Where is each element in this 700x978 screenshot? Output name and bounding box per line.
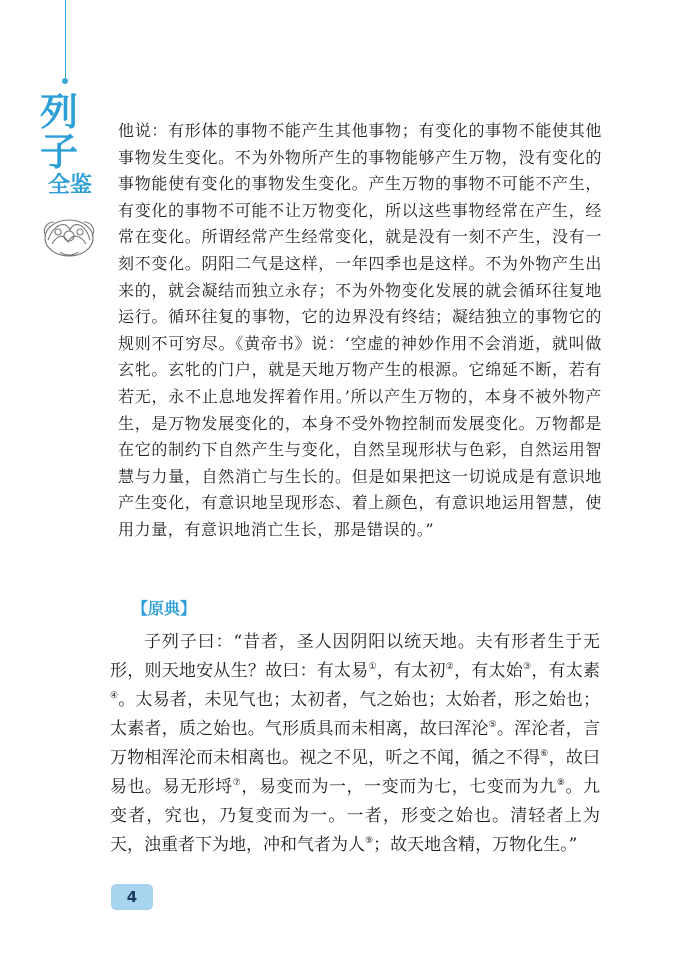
- original-text: ，有太始: [454, 661, 523, 681]
- book-title-sub: 全鉴: [47, 172, 92, 198]
- footnote-marker[interactable]: ⑦: [232, 778, 242, 788]
- footnote-marker[interactable]: ①: [368, 662, 377, 672]
- sidebar-line: [65, 0, 66, 80]
- original-text: ；故天地含精，万物化生。”: [373, 835, 578, 855]
- floral-ornament-icon: [40, 210, 98, 262]
- footnote-marker[interactable]: ⑨: [365, 836, 374, 846]
- original-text: ，易变而为一，一变而为七，七变而为九: [241, 777, 557, 797]
- footnote-marker[interactable]: ②: [445, 662, 455, 672]
- footnote-marker[interactable]: ⑤: [488, 720, 497, 730]
- original-text: 。九变者，究也，乃复变而为一。一者，形变之始也。清轻者上为天，浊重者下为地，冲和气者为人: [110, 777, 601, 855]
- original-text: ，有太素: [531, 661, 601, 681]
- footnote-marker[interactable]: ⑥: [540, 749, 549, 759]
- original-text: ，故曰易也。易无形埒: [110, 748, 601, 797]
- section-heading-original: 【原典】: [132, 599, 197, 618]
- book-title: [40, 89, 92, 198]
- original-text: 。太易者，未见气也；太初者，气之始也；太始者，形之始也；太素者，质之始也。气形质具而未相离，故曰浑沦: [110, 690, 600, 739]
- original-text: 。浑沦者，言万物相浑沦而未相离也。视之不见，听之不闻，循之不得: [110, 719, 600, 768]
- footnote-marker[interactable]: ④: [110, 691, 119, 701]
- footnote-marker[interactable]: ③: [523, 662, 532, 672]
- page-number: 4: [111, 884, 153, 910]
- original-text: 子列子曰：“昔者，圣人因阴阳以统天地。夫有形者生于无形，则天地安从生？故曰：有太易: [110, 632, 600, 681]
- sidebar-dot: [62, 78, 68, 84]
- original-text: ，有太初: [376, 661, 446, 681]
- translation-paragraph: 他说：有形体的事物不能产生其他事物；有变化的事物不能使其他事物发生变化。不为外物所产生的事物能够产生万物，没有变化的事物能使有变化的事物发生变化。产生万物的事物不可能不产生，有变化的事物不可能不让万物变化，所以这些事物经常在产生，经常在变化。所谓经常产生经常变化，就是没有一刻不产生，没有一刻不变化。阴阳二气是这样，一年四季也是这样。不为外物产生出来的，就会凝结而独立永存；不为外物变化发展的就会循环往复地运行。循环往复的事物，它的边界没有终结；凝结独立的事物它的规则不可穷尽。《黄帝书》说：‘空虚的神妙作用不会消逝，就叫做玄牝。玄牝的门户，就是天地万物产生的根源。它绵延不断，若有若无，永不止息地发挥着作用。’所以产生万物的，本身不被外物产生，是万物发展变化的，本身不受外物控制而发展变化。万物都是在它的制约下自然产生与变化，自然呈现形状与色彩，自然运用智慧与力量，自然消亡与生长的。但是如果把这一切说成是有意识地产生变化，有意识地呈现形态、着上颜色，有意识地运用智慧，使用力量，有意识地消亡生长，那是错误的。”: [118, 121, 602, 539]
- book-title-main: 列子: [40, 89, 79, 174]
- footnote-marker[interactable]: ⑧: [556, 778, 566, 788]
- original-paragraph: [110, 628, 600, 860]
